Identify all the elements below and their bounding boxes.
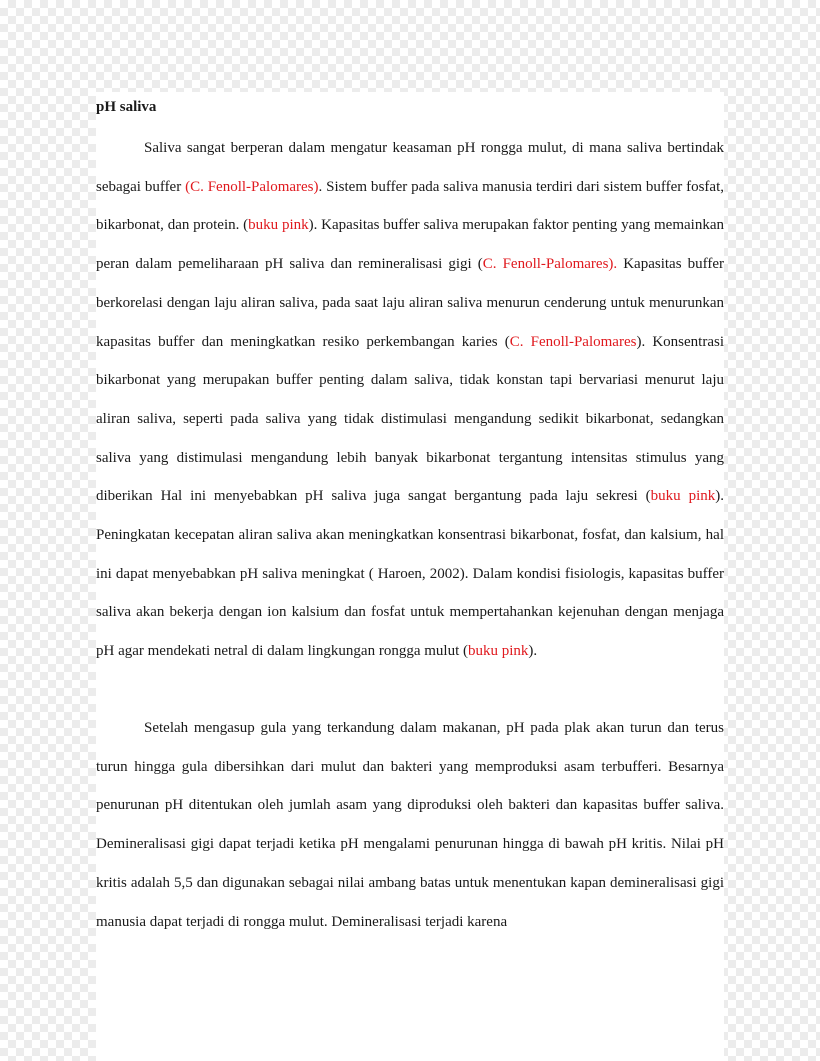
body-text: Saliva sangat berperan dalam mengatur keasaman pH rongga mulut, di mana saliva bertindak sebagai buffer bbox=[96, 140, 724, 195]
body-text: ). bbox=[528, 643, 538, 660]
body-text: Setelah mengasup gula yang terkandung dalam makanan, pH pada plak akan turun dan terus turun hingga gula dibersihkan dari mulut dan bakteri yang memproduksi asam terbufferi. Besarnya penurunan pH ditentukan oleh jumlah asam yang diproduksi oleh bakteri dan kapasitas buffer saliva. Demineralisasi gigi dapat terjadi ketika pH mengalami penurunan hingga di bawah pH kritis. Nilai pH kritis adalah 5,5 dan digunakan sebagai nilai ambang batas untuk menentukan kapan demineralisasi gigi manusia dapat terjadi di rongga mulut. Demineralisasi terjadi karena bbox=[96, 720, 724, 930]
body-text: ). Kapasitas buffer saliva merupakan faktor penting yang memainkan peran dalam pemeliharaan pH saliva dan remineralisasi gigi ( bbox=[96, 217, 724, 273]
paragraph-2 bbox=[96, 709, 724, 941]
body-text: ). Peningkatan kecepatan aliran saliva akan meningkatkan konsentrasi bikarbonat, fosfat, dan kalsium, hal ini dapat menyebabkan pH saliva meningkat ( Haroen, 2002). Dalam kondisi fisiologis, kapasitas buffer saliva akan bekerja dengan ion kalsium dan fosfat untuk mempertahankan kejenuhan dengan menjaga pH agar mendekati netral di dalam lingkungan rongga mulut ( bbox=[96, 488, 724, 660]
body-text: ). Konsentrasi bikarbonat yang merupakan buffer penting dalam saliva, tidak konstan tapi bervariasi menurut laju aliran saliva, seperti pada saliva yang tidak distimulasi mengandung sedikit bikarbonat, sedangkan saliva yang distimulasi mengandung lebih banyak bikarbonat tergantung intensitas stimulus yang diberikan Hal ini menyebabkan pH saliva juga sangat bergantung pada laju sekresi ( bbox=[96, 333, 724, 505]
citation: buku pink bbox=[248, 217, 309, 234]
citation: (C. Fenoll-Palomares) bbox=[185, 178, 319, 195]
citation: C. Fenoll-Palomares). bbox=[482, 256, 618, 273]
citation: buku pink bbox=[650, 488, 716, 505]
body-text: Kapasitas buffer berkorelasi dengan laju aliran saliva, pada saat laju aliran saliva menurun cenderung untuk menurunkan kapasitas buffer dan meningkatkan resiko perkembangan karies ( bbox=[96, 256, 724, 350]
document-page bbox=[96, 92, 724, 1061]
section-heading: pH saliva bbox=[96, 99, 157, 115]
citation: C. Fenoll-Palomares bbox=[509, 333, 637, 350]
body-text: . Sistem buffer pada saliva manusia terdiri dari sistem buffer fosfat, bikarbonat, dan protein. ( bbox=[96, 178, 725, 234]
citation: buku pink bbox=[467, 643, 529, 660]
paragraph-1 bbox=[96, 129, 724, 671]
